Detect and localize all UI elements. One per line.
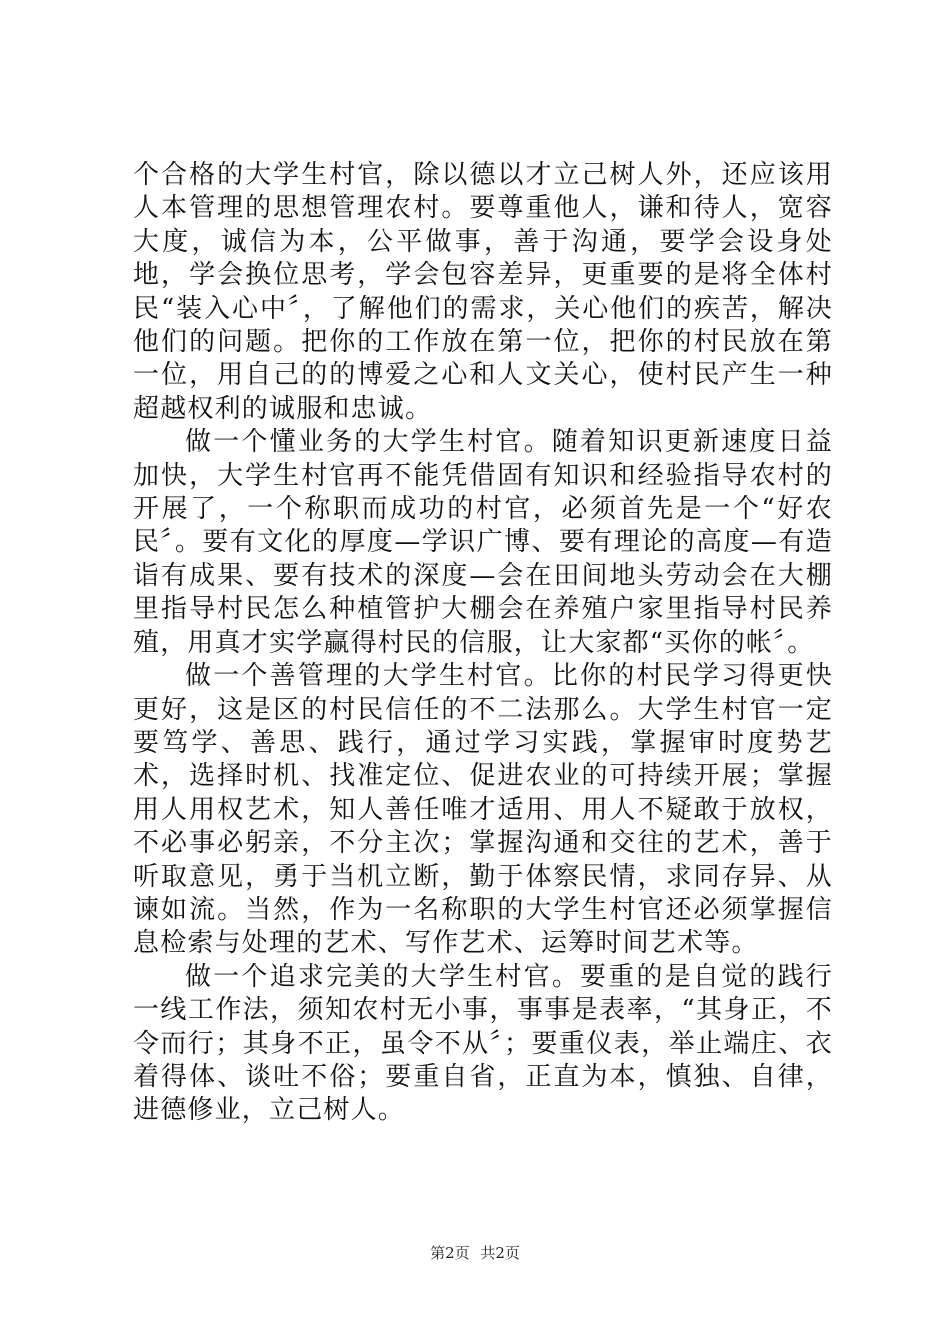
- page-number: 第2页: [430, 1244, 470, 1262]
- paragraph-3: 做一个善管理的大学生村官。比你的村民学习得更快更好，这是区的村民信任的不二法那么。大学生村官一定要笃学、善思、践行，通过学习实践，掌握审时度势艺术，选择时机、找准定位、促进农业的可持续开展；掌握用人用权艺术，知人善任唯才适用、用人不疑敢于放权，不必事必躬亲，不分主次；掌握沟通和交往的艺术，善于听取意见，勇于当机立断，勤于体察民情，求同存异、从谏如流。当然，作为一名称职的大学生村官还必须掌握信息检索与处理的艺术、写作艺术、运筹时间艺术等。: [133, 661, 833, 959]
- page-footer: [0, 1243, 950, 1263]
- paragraph-4: 做一个追求完美的大学生村官。要重的是自觉的践行一线工作法，须知农村无小事，事事是表率，“其身正，不令而行；其身不正，虽令不从〞；要重仪表，举止端庄、衣着得体、谈吐不俗；要重自省，正直为本，慎独、自律，进德修业，立己树人。: [133, 961, 833, 1126]
- paragraph-2: 做一个懂业务的大学生村官。随着知识更新速度日益加快，大学生村官再不能凭借固有知识和经验指导农村的开展了，一个称职而成功的村官，必须首先是一个“好农民〞。要有文化的厚度—学识广博、要有理论的高度—有造诣有成果、要有技术的深度—会在田间地头劳动会在大棚里指导村民怎么种植管护大棚会在养殖户家里指导村民养殖，用真才实学赢得村民的信服，让大家都“买你的帐〞。: [133, 427, 833, 658]
- paragraph-1: 个合格的大学生村官，除以德以才立己树人外，还应该用人本管理的思想管理农村。要尊重他人，谦和待人，宽容大度，诚信为本，公平做事，善于沟通，要学会设身处地，学会换位思考，学会包容差异，更重要的是将全体村民“装入心中〞，了解他们的需求，关心他们的疾苦，解决他们的问题。把你的工作放在第一位，把你的村民放在第一位，用自己的的博爱之心和人文关心，使村民产生一种超越权利的诚服和忠诚。: [133, 160, 833, 424]
- document-body: [133, 159, 833, 1128]
- page-total: 共2页: [480, 1244, 520, 1262]
